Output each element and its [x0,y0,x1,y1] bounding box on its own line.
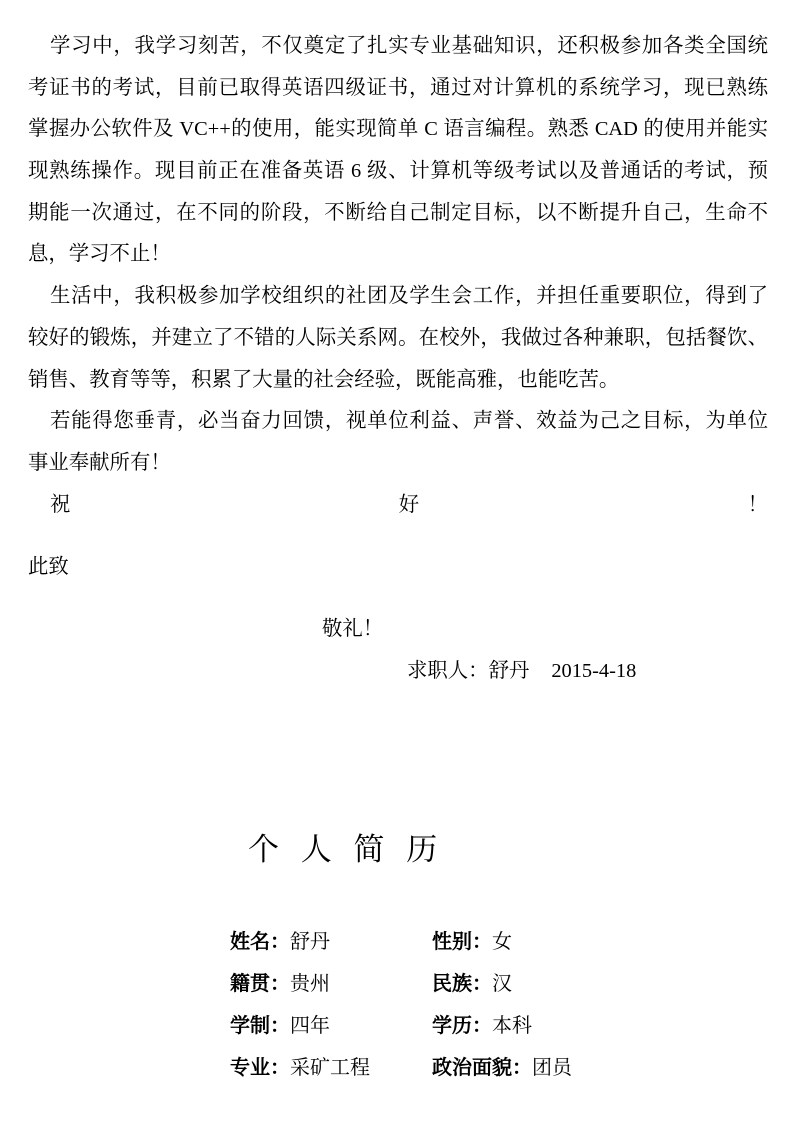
letter-line: 学习中，我学习刻苦，不仅奠定了扎实专业基础知识，还积极参加各类全国统 [50,35,768,57]
letter-wish: 祝好！ [50,493,768,516]
signature-date: 2015-4-18 [551,660,637,682]
field-label: 姓名： [230,931,290,953]
info-row [230,963,650,1005]
info-field-political-status [432,1047,572,1089]
letter-line: 较好的锻炼，并建立了不错的人际关系网。在校外，我做过各种兼职，包括餐饮、 [28,326,768,349]
field-value: 汉 [492,973,512,995]
field-label: 民族： [432,973,492,995]
info-field-ethnicity [432,963,512,1005]
letter-line: 期能一次通过，在不同的阶段，不断给自己制定目标，以不断提升自己，生命不 [28,201,768,224]
field-label: 籍贯： [230,973,290,995]
field-value: 贵州 [290,973,330,995]
resume-info-table [230,921,650,1089]
field-label: 政治面貌： [432,1057,532,1079]
info-field-native-place [230,963,330,1005]
field-value: 女 [492,931,512,953]
letter-salute: 敬礼！ [322,618,384,640]
letter-line: 息，学习不止！ [28,243,171,266]
field-label: 专业： [230,1057,290,1079]
field-value: 采矿工程 [290,1057,370,1079]
letter-line: 考证书的考试，目前已取得英语四级证书，通过对计算机的系统学习，现已熟练 [28,76,768,99]
field-value: 四年 [290,1015,330,1037]
letter-closing: 此致 [28,556,69,578]
info-row [230,921,650,963]
info-row [230,1047,650,1089]
resume-title: 个 人 简 历 [248,832,445,867]
letter-line: 事业奉献所有！ [28,451,171,474]
signature-label: 求职人： [407,660,489,682]
field-label: 学制： [230,1015,290,1037]
field-value: 团员 [532,1057,572,1079]
signature-name: 舒丹 [488,660,530,682]
letter-line: 若能得您垂青，必当奋力回馈，视单位利益、声誉、效益为己之目标，为单位 [50,410,768,433]
letter-line: 现熟练操作。现目前正在准备英语 6 级、计算机等级考试以及普通话的考试，预 [28,160,768,183]
field-value: 本科 [492,1015,532,1037]
info-field-name [230,921,330,963]
letter-line: 生活中，我积极参加学校组织的社团及学生会工作，并担任重要职位，得到了 [50,285,768,308]
letter-line: 销售、教育等等，积累了大量的社会经验，既能高雅，也能吃苦。 [28,368,620,391]
info-row [230,1005,650,1047]
info-field-study-length [230,1005,330,1047]
field-label: 学历： [432,1015,492,1037]
field-label: 性别： [432,931,492,953]
field-value: 舒丹 [290,931,330,953]
info-field-major [230,1047,370,1089]
letter-signature [407,651,636,693]
info-field-gender [432,921,512,963]
letter-line: 掌握办公软件及 VC++的使用，能实现简单 C 语言编程。熟悉 CAD 的使用并能实 [28,118,768,141]
cover-letter-body [28,26,768,526]
info-field-education [432,1005,532,1047]
